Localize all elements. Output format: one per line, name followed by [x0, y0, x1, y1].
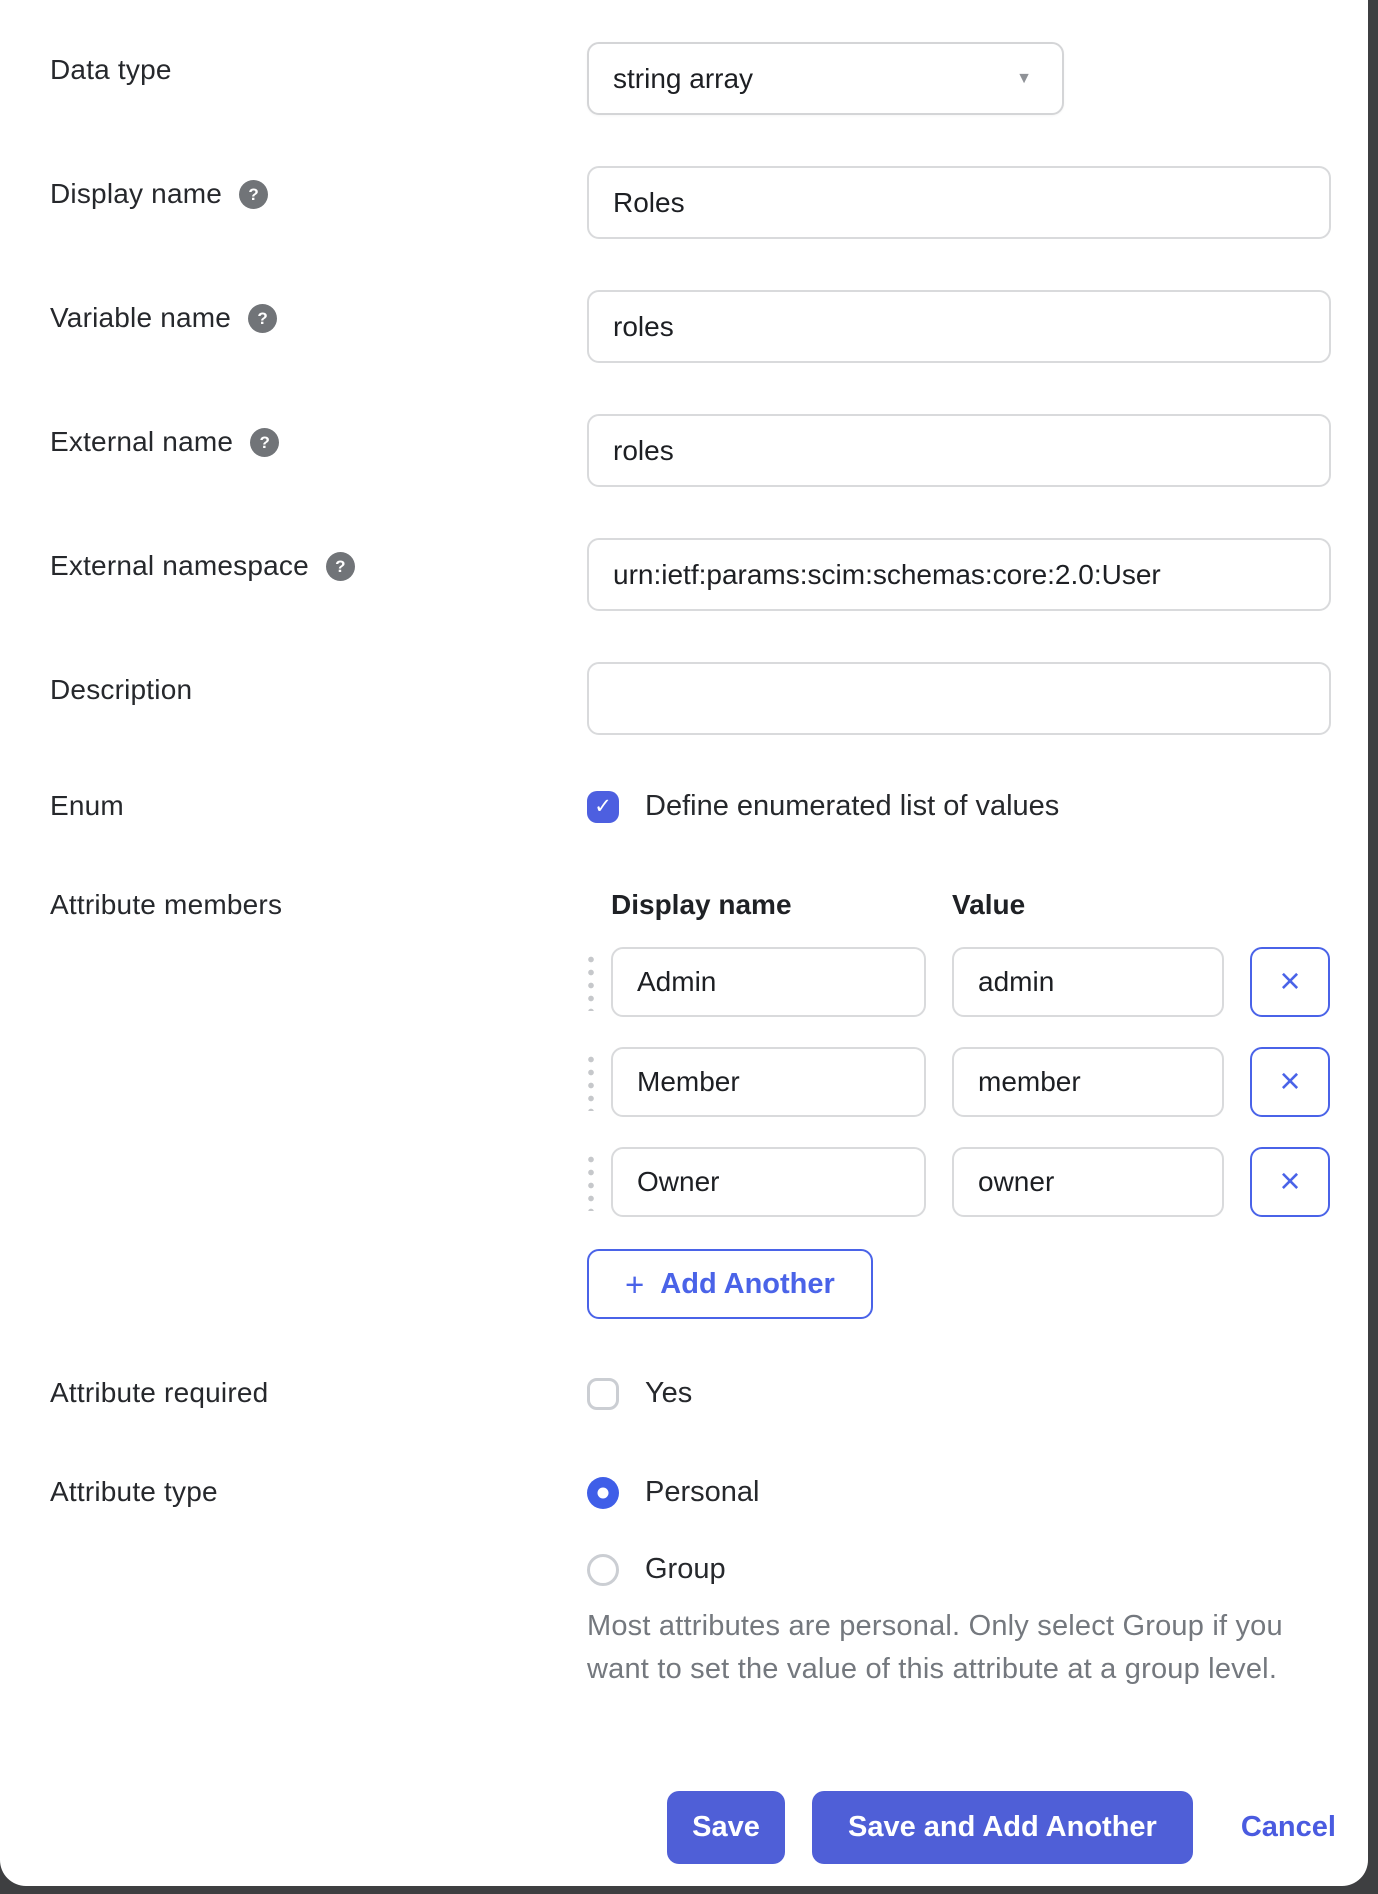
close-icon: ×: [1279, 1159, 1301, 1201]
question-mark-glyph: ?: [259, 432, 270, 452]
field-row-attribute-required: [50, 1377, 1368, 1410]
variable-name-label-group: [50, 290, 587, 334]
external-name-input[interactable]: [587, 414, 1331, 487]
personal-radio[interactable]: [587, 1477, 619, 1509]
add-another-button[interactable]: [587, 1249, 873, 1319]
enum-choice: [587, 790, 1059, 823]
close-icon: ×: [1279, 1059, 1301, 1101]
drag-handle-icon[interactable]: [587, 1053, 595, 1111]
member-display-name-input[interactable]: [611, 1147, 926, 1217]
data-type-selected-value: string array: [613, 62, 754, 94]
member-row: [587, 1047, 1330, 1117]
member-display-name-input[interactable]: [611, 947, 926, 1017]
attribute-members-table: [587, 889, 1330, 1319]
attribute-members-section: [50, 889, 1368, 1319]
external-namespace-input[interactable]: [587, 538, 1331, 611]
display-name-label: Display name: [50, 178, 223, 209]
group-radio-label: Group: [645, 1553, 726, 1585]
close-icon: ×: [1279, 959, 1301, 1001]
attribute-required-option-label: Yes: [645, 1377, 693, 1409]
drag-handle-icon[interactable]: [587, 953, 595, 1011]
question-mark-glyph: ?: [257, 308, 268, 328]
description-label: Description: [50, 674, 193, 705]
member-row: [587, 1147, 1330, 1217]
help-icon[interactable]: [326, 552, 355, 581]
member-value-input[interactable]: [952, 1147, 1224, 1217]
description-input[interactable]: [587, 662, 1331, 735]
members-name-column-header: Display name: [611, 889, 792, 920]
plus-icon: +: [625, 1265, 645, 1303]
remove-member-button[interactable]: [1250, 1047, 1330, 1117]
help-icon[interactable]: [250, 428, 279, 457]
attribute-type-helper-text: Most attributes are personal. Only select Group if you want to set the value of this attribute at a group level.: [587, 1610, 1283, 1685]
attribute-required-checkbox[interactable]: [587, 1378, 619, 1410]
attribute-required-choice: [587, 1377, 692, 1410]
member-display-name-input[interactable]: [611, 1047, 926, 1117]
attribute-members-label: Attribute members: [50, 889, 283, 920]
display-name-input[interactable]: [587, 166, 1331, 239]
help-icon[interactable]: [248, 304, 277, 333]
remove-member-button[interactable]: [1250, 1147, 1330, 1217]
field-row-enum: [50, 790, 1368, 823]
attribute-required-label: Attribute required: [50, 1377, 269, 1408]
member-value-input[interactable]: [952, 1047, 1224, 1117]
attribute-type-option-personal: [587, 1476, 1287, 1509]
enum-label-group: [50, 790, 587, 822]
external-name-label-group: [50, 414, 587, 458]
add-another-label: Add Another: [660, 1267, 835, 1300]
external-namespace-label-group: [50, 538, 587, 582]
member-value-input[interactable]: [952, 947, 1224, 1017]
description-label-group: [50, 662, 587, 706]
attribute-type-options: [587, 1476, 1287, 1691]
field-row-external-name: [50, 414, 1368, 487]
field-row-variable-name: [50, 290, 1368, 363]
save-and-add-another-button[interactable]: Save and Add Another: [812, 1791, 1193, 1864]
data-type-label: Data type: [50, 54, 172, 85]
attribute-type-option-group: [587, 1553, 1287, 1586]
group-radio[interactable]: [587, 1554, 619, 1586]
members-value-column-header: Value: [952, 889, 1026, 920]
drag-handle-icon[interactable]: [587, 1153, 595, 1211]
data-type-select[interactable]: [587, 42, 1064, 115]
question-mark-glyph: ?: [248, 184, 259, 204]
attribute-type-label-group: [50, 1476, 587, 1508]
enum-label: Enum: [50, 790, 124, 821]
external-name-label: External name: [50, 426, 234, 457]
chevron-down-icon: ▼: [1016, 69, 1032, 87]
attribute-type-label: Attribute type: [50, 1476, 218, 1507]
attribute-members-label-group: [50, 889, 587, 921]
external-namespace-label: External namespace: [50, 550, 309, 581]
modal-footer: [667, 1791, 1368, 1864]
check-icon: ✓: [594, 795, 612, 818]
member-row: [587, 947, 1330, 1017]
field-row-data-type: [50, 42, 1368, 115]
members-header-row: [587, 889, 1330, 921]
field-row-attribute-type: [50, 1476, 1368, 1691]
field-row-display-name: [50, 166, 1368, 239]
save-button[interactable]: Save: [667, 1791, 785, 1864]
remove-member-button[interactable]: [1250, 947, 1330, 1017]
data-type-label-group: [50, 42, 587, 86]
question-mark-glyph: ?: [335, 556, 346, 576]
attribute-required-label-group: [50, 1377, 587, 1409]
display-name-label-group: [50, 166, 587, 210]
variable-name-input[interactable]: [587, 290, 1331, 363]
field-row-external-namespace: [50, 538, 1368, 611]
personal-radio-label: Personal: [645, 1476, 760, 1508]
enum-checkbox[interactable]: [587, 791, 619, 823]
variable-name-label: Variable name: [50, 302, 232, 333]
cancel-button[interactable]: Cancel: [1240, 1811, 1336, 1843]
enum-checkbox-label: Define enumerated list of values: [645, 790, 1060, 822]
help-icon[interactable]: [239, 180, 268, 209]
field-row-description: [50, 662, 1368, 735]
